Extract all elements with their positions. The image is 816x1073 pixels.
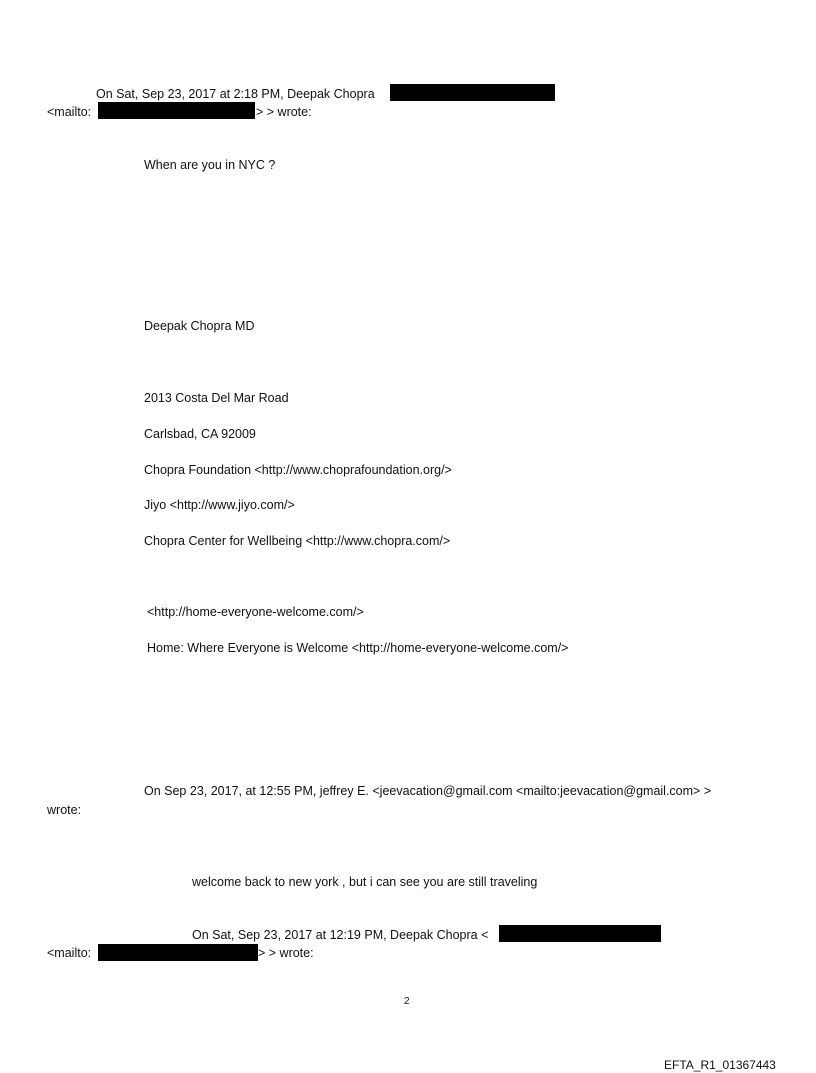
earlier-header-line: On Sat, Sep 23, 2017 at 12:19 PM, Deepak Chopra < [192,928,489,942]
redaction-bar [98,944,258,961]
quoted-header-line: On Sat, Sep 23, 2017 at 2:18 PM, Deepak Chopra [96,87,375,101]
reply-header-line: On Sep 23, 2017, at 12:55 PM, jeffrey E. <jeevacation@gmail.com <mailto:jeevacation@gmail.com> > [144,784,712,798]
signature-link: Chopra Foundation <http://www.choprafoundation.org/> [144,463,452,477]
reply-header-wrote: wrote: [47,803,82,817]
quoted-header-mailto-suffix: > > wrote: [256,105,312,119]
redaction-bar [390,84,555,101]
bates-number: EFTA_R1_01367443 [664,1058,776,1072]
signature-link: <http://home-everyone-welcome.com/> [147,605,364,619]
signature-name: Deepak Chopra MD [144,319,255,333]
redaction-bar [98,102,255,119]
page-number: 2 [404,996,410,1007]
earlier-header-mailto-prefix: <mailto: [47,946,92,960]
redaction-bar [499,925,661,942]
earlier-header-mailto-suffix: > > wrote: [258,946,314,960]
signature-address-line: Carlsbad, CA 92009 [144,427,256,441]
signature-address-line: 2013 Costa Del Mar Road [144,391,289,405]
message-body: welcome back to new york , but i can see you are still traveling [192,875,538,889]
signature-link: Jiyo <http://www.jiyo.com/> [144,498,295,512]
message-body: When are you in NYC ? [144,158,276,172]
signature-link: Chopra Center for Wellbeing <http://www.chopra.com/> [144,534,451,548]
quoted-header-mailto-prefix: <mailto: [47,105,92,119]
signature-link: Home: Where Everyone is Welcome <http://home-everyone-welcome.com/> [147,641,569,655]
